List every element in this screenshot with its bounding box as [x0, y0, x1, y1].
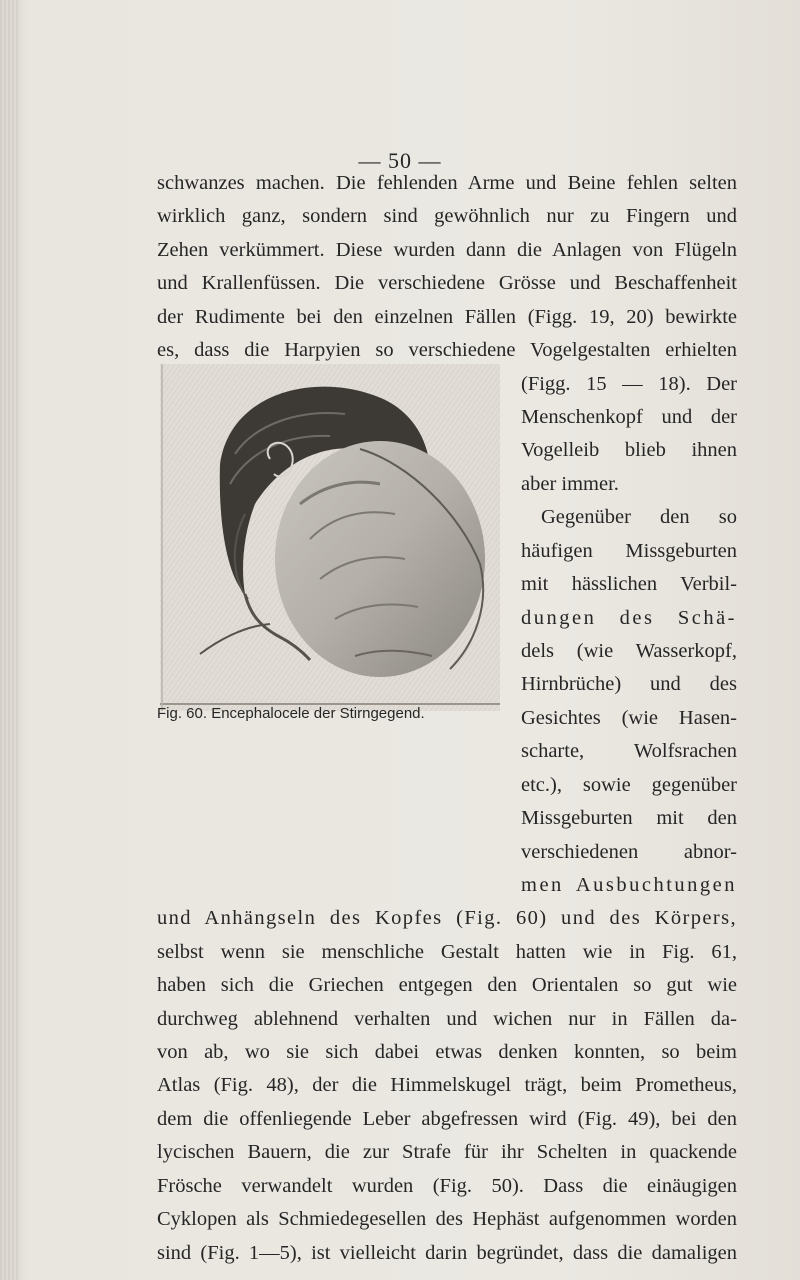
- side-text-line: (Figg. 15 — 18). Der: [521, 372, 737, 395]
- side-text-line: Gegenüber den so: [541, 506, 737, 529]
- side-text-line: men Ausbuchtungen: [521, 873, 737, 896]
- figure-caption: Fig. 60. Encephalocele der Stirngegend.: [157, 704, 425, 722]
- text-line: Cyklopen als Schmiedegesellen des Hephäst aufgenommen worden: [157, 1208, 737, 1231]
- text-line: Zehen verkümmert. Diese wurden dann die Anlagen von Flügeln: [157, 238, 737, 261]
- side-text-line: Menschenkopf und der: [521, 405, 737, 428]
- figure-encephalocele: [160, 364, 500, 711]
- text-line: wirklich ganz, sondern sind gewöhnlich nur zu Fingern und: [157, 205, 737, 228]
- text-line: es, dass die Harpyien so verschiedene Vogelgestalten erhielten: [157, 339, 737, 362]
- engraving-illustration: [160, 364, 500, 711]
- side-text-line: häufigen Missgeburten: [521, 539, 737, 562]
- side-text-line: Missgeburten mit den: [521, 807, 737, 830]
- text-line: von ab, wo sie sich dabei etwas denken konnten, so beim: [157, 1041, 737, 1064]
- page-number: — 50 —: [358, 148, 442, 173]
- side-text-line: scharte, Wolfsrachen: [521, 740, 737, 763]
- text-line: und Krallenfüssen. Die verschiedene Grösse und Beschaffenheit: [157, 272, 737, 295]
- side-text-line: mit hässlichen Verbil-: [521, 573, 737, 596]
- text-line: Frösche verwandelt wurden (Fig. 50). Dass die einäugigen: [157, 1174, 737, 1197]
- side-text-line: Hirnbrüche) und des: [521, 673, 737, 696]
- text-line: der Rudimente bei den einzelnen Fällen (Figg. 19, 20) bewirkte: [157, 305, 737, 328]
- side-text-line: verschiedenen abnor-: [521, 840, 737, 863]
- side-text-line: dels (wie Wasserkopf,: [521, 639, 737, 662]
- text-line: Atlas (Fig. 48), der die Himmelskugel trägt, beim Prometheus,: [157, 1074, 737, 1097]
- binding-edge: [0, 0, 20, 1280]
- side-text-line: Vogelleib blieb ihnen: [521, 439, 737, 462]
- text-line: lycischen Bauern, die zur Strafe für ihr Schelten in quackende: [157, 1141, 737, 1164]
- text-line: schwanzes machen. Die fehlenden Arme und Beine fehlen selten: [157, 172, 737, 194]
- text-line: und Anhängseln des Kopfes (Fig. 60) und des Körpers,: [157, 907, 737, 930]
- side-text-line: Gesichtes (wie Hasen-: [521, 706, 737, 729]
- side-text-line: etc.), sowie gegenüber: [521, 773, 737, 796]
- text-line: durchweg ablehnend verhalten und wichen nur in Fällen da-: [157, 1007, 737, 1030]
- text-line: dem die offenliegende Leber abgefressen wird (Fig. 49), bei den: [157, 1107, 737, 1130]
- text-line: selbst wenn sie menschliche Gestalt hatten wie in Fig. 61,: [157, 940, 737, 963]
- side-text-line: dungen des Schä-: [521, 606, 737, 629]
- text-line: haben sich die Griechen entgegen den Orientalen so gut wie: [157, 974, 737, 997]
- text-line: sind (Fig. 1—5), ist vielleicht darin begründet, dass die damaligen: [157, 1241, 737, 1264]
- side-text-line: aber immer.: [521, 472, 619, 495]
